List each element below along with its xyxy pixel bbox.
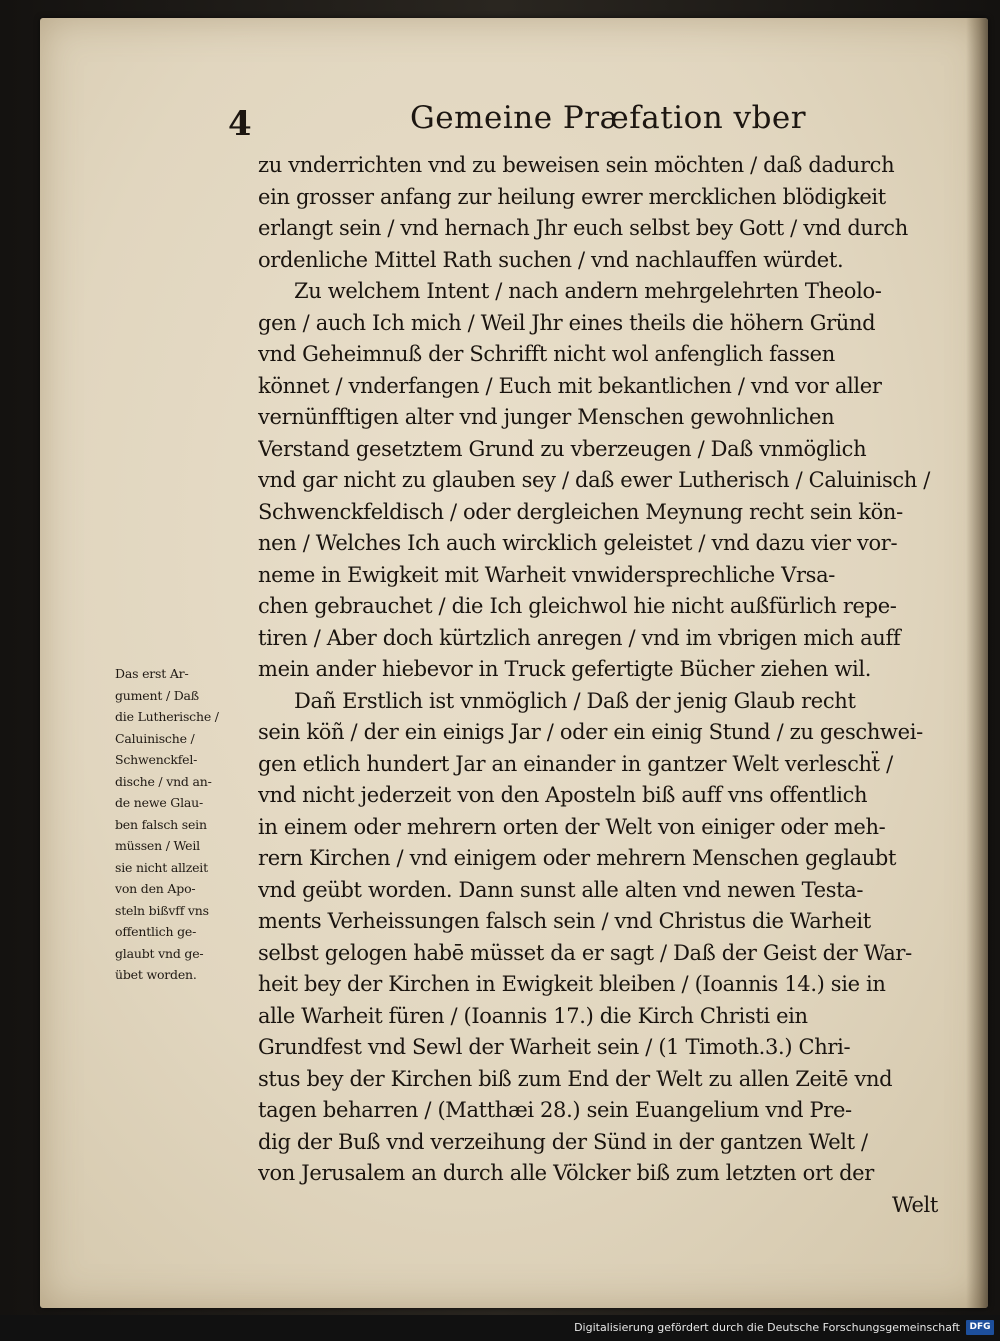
marginal-line: Schwenckfel- [115,752,198,767]
marginal-line: die Lutherische / [115,709,219,724]
marginal-line: Das erst Ar- [115,666,189,681]
catchword: Welt [891,1192,938,1217]
main-text-block [258,150,948,1221]
text-line: tiren / Aber doch kürtzlich anregen / vnd im vbrigen mich auff [258,625,901,650]
marginal-line: sie nicht allzeit [115,859,208,875]
marginal-line: von den Apo- [115,881,196,896]
text-line: sein köñ / der ein einigs Jar / oder ein einig Stund / zu geschwei- [258,720,923,744]
text-line: Grundfest vnd Sewl der Warheit sein / (1 Timoth.3.) Chri- [258,1035,851,1059]
book-page [40,18,988,1308]
running-title: Gemeine Præfation vber [410,100,807,136]
text-line: Schwenckfeldisch / oder dergleichen Meynung recht sein kön- [258,499,903,524]
marginal-line: ben falsch sein [115,816,207,832]
text-line: vnd geübt worden. Dann sunst alle alten vnd newen Testa- [258,877,864,902]
text-line: Dañ Erstlich ist vnmöglich / Daß der jenig Glaub recht [294,688,856,713]
text-line: mein ander hiebevor in Truck gefertigte Bücher ziehen wil. [258,657,872,681]
text-line: gen / auch Ich mich / Weil Jhr eines theils die höhern Gründ [258,310,876,335]
marginal-line: de newe Glau- [115,795,204,810]
marginal-line: gument / Daß [115,687,199,703]
text-line: zu vnderrichten vnd zu beweisen sein möchten / daß dadurch [258,153,895,177]
funding-credit: Digitalisierung gefördert durch die Deutsche Forschungsgemeinschaft [574,1321,960,1334]
text-line: könnet / vnderfangen / Euch mit bekantlichen / vnd vor aller [258,373,882,398]
text-line: ordenliche Mittel Rath suchen / vnd nachlauffen würdet. [258,247,844,272]
text-line: in einem oder mehrern orten der Welt von einiger oder meh- [258,814,886,839]
text-line: vnd nicht jederzeit von den Aposteln biß auff vns offentlich [258,783,868,807]
text-line: vnd gar nicht zu glauben sey / daß ewer Lutherisch / Caluinisch / [258,468,931,492]
digitization-footer [0,1315,1000,1341]
marginal-line: offentlich ge- [115,924,197,939]
text-line: erlangt sein / vnd hernach Jhr euch selbst bey Gott / vnd durch [258,216,908,240]
text-line: nen / Welches Ich auch wircklich geleistet / vnd dazu vier vor- [258,531,898,555]
dfg-logo-icon: DFG [966,1320,994,1335]
page-number: 4 [228,104,252,144]
text-line: ein grosser anfang zur heilung ewrer mercklichen blödigkeit [258,184,886,209]
text-line: von Jerusalem an durch alle Völcker biß zum letzten ort der [258,1161,874,1185]
marginal-note [115,663,270,986]
text-line: vernünfftigen alter vnd junger Menschen gewohnlichen [258,405,835,429]
text-line: gen etlich hundert Jar an einander in gantzer Welt verleschẗ / [258,751,893,776]
marginal-line: Caluinische / [115,730,195,746]
text-line: ments Verheissungen falsch sein / vnd Christus die Warheit [258,909,871,933]
text-line: stus bey der Kirchen biß zum End der Welt zu allen Zeitē vnd [258,1066,893,1091]
text-line: selbst gelogen habē müsset da er sagt / Daß der Geist der War- [258,940,912,965]
text-line: tagen beharren / (Matthæi 28.) sein Euangelium vnd Pre- [258,1098,852,1122]
text-line: alle Warheit füren / (Ioannis 17.) die Kirch Christi ein [258,1003,808,1028]
text-line: chen gebrauchet / die Ich gleichwol hie nicht außfürlich repe- [258,594,897,618]
text-line: rern Kirchen / vnd einigem oder mehrern Menschen geglaubt [258,846,897,870]
marginal-line: übet worden. [115,967,197,982]
marginal-line: steln bißvff vns [115,902,209,918]
marginal-line: dische / vnd an- [115,773,212,789]
text-line: Zu welchem Intent / nach andern mehrgelehrten Theolo- [294,279,882,303]
text-line: vnd Geheimnuß der Schrifft nicht wol anfenglich fassen [258,342,835,366]
text-line: neme in Ewigkeit mit Warheit vnwidersprechliche Vrsa- [258,562,836,587]
marginal-line: müssen / Weil [115,838,200,853]
text-line: dig der Buß vnd verzeihung der Sünd in der gantzen Welt / [258,1129,868,1154]
text-line: heit bey der Kirchen in Ewigkeit bleiben / (Ioannis 14.) sie in [258,972,886,996]
page-header [40,100,988,148]
text-line: Verstand gesetztem Grund zu vberzeugen / Daß vnmöglich [258,436,867,461]
marginal-line: glaubt vnd ge- [115,945,204,961]
page-gutter-shadow [966,18,988,1308]
